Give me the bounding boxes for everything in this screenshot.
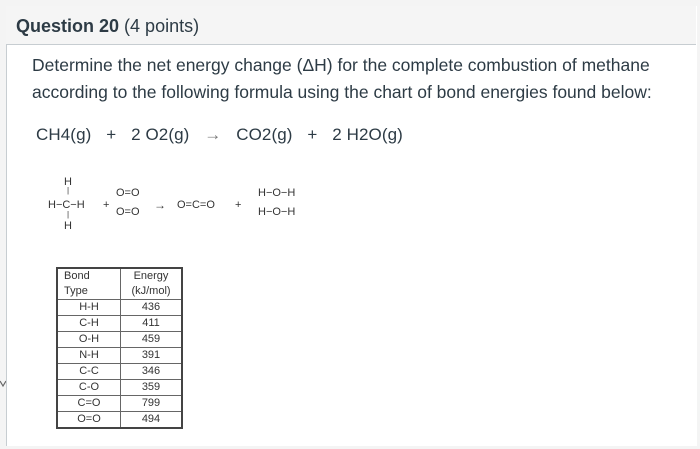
- bond-type-cell: O-H: [57, 332, 121, 348]
- bond-energy-cell: 391: [121, 348, 183, 364]
- oxygen-molecule-2: O=O: [116, 206, 140, 218]
- bond-energy-cell: 359: [121, 380, 183, 396]
- question-header: [6, 6, 696, 45]
- table-row: [57, 412, 182, 429]
- table-row: [57, 348, 182, 364]
- table-header-row: [57, 268, 182, 300]
- bond-type-cell: C-H: [57, 316, 121, 332]
- table-row: [57, 380, 182, 396]
- bond-type-cell: C-O: [57, 380, 121, 396]
- methane-h-bottom: H: [64, 220, 72, 232]
- bond-type-cell: O=O: [57, 412, 121, 429]
- question-points: (4 points): [124, 16, 200, 36]
- question-number: Question 20: [16, 16, 120, 36]
- question-title: [16, 16, 199, 37]
- bond-energy-cell: 346: [121, 364, 183, 380]
- plus-sign: +: [307, 125, 318, 144]
- methane-h-top: H: [64, 176, 72, 188]
- plus-sign: +: [106, 125, 117, 144]
- bond-energy-cell: 494: [121, 412, 183, 429]
- water-molecule-1: H−O−H: [258, 187, 296, 199]
- product-water: 2 H2O(g): [332, 125, 403, 144]
- header-bond-type: [57, 268, 121, 300]
- oxygen-molecule-1: O=O: [116, 187, 140, 199]
- bond-line-bottom: |: [67, 210, 70, 219]
- header-energy: [121, 268, 183, 300]
- reactant-oxygen: 2 O2(g): [131, 125, 190, 144]
- bond-type-cell: N-H: [57, 348, 121, 364]
- plus-sign: +: [103, 199, 110, 211]
- bond-line-top: |: [67, 186, 70, 195]
- header-text: Bond: [64, 270, 90, 282]
- diagram-arrow: →: [154, 198, 166, 212]
- chevron-down-icon[interactable]: [0, 379, 6, 389]
- header-text: Type: [64, 285, 88, 297]
- methane-center: H−C−H: [48, 199, 85, 211]
- table-row: [57, 300, 182, 316]
- reaction-equation: [36, 125, 413, 145]
- water-molecule-2: H−O−H: [258, 206, 296, 218]
- bond-type-cell: C-C: [57, 364, 121, 380]
- bond-type-cell: C=O: [57, 396, 121, 412]
- header-text: Energy: [133, 270, 169, 282]
- question-prompt: Determine the net energy change (ΔH) for the complete combustion of methane according to the following formula using the chart of bond energies found below:: [32, 55, 652, 102]
- bond-energy-cell: 436: [121, 300, 183, 316]
- bond-type-cell: H-H: [57, 300, 121, 316]
- bond-energy-cell: 459: [121, 332, 183, 348]
- table-row: [57, 364, 182, 380]
- table-row: [57, 316, 182, 332]
- co2-molecule: O=C=O: [177, 199, 215, 211]
- bond-energy-cell: 799: [121, 396, 183, 412]
- bond-energy-cell: 411: [121, 316, 183, 332]
- bond-energy-table: [56, 267, 183, 429]
- reaction-arrow: →: [204, 125, 222, 144]
- table-row: [57, 332, 182, 348]
- table-row: [57, 396, 182, 412]
- plus-sign: +: [235, 199, 242, 211]
- product-co2: CO2(g): [236, 125, 293, 144]
- reactant-methane: CH4(g): [36, 125, 92, 144]
- header-text: (kJ/mol): [131, 285, 171, 297]
